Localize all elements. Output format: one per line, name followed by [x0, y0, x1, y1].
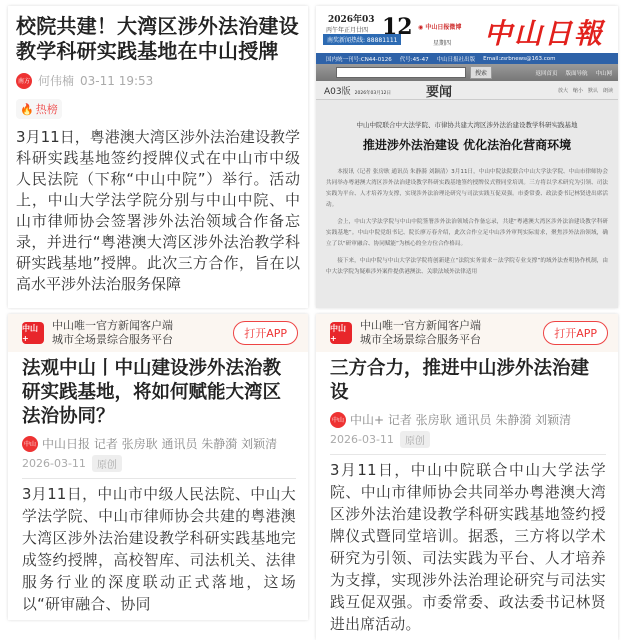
article-source: 中山日报 记者 张房耿 通讯员 朱静漪 刘颖清	[42, 437, 278, 451]
section-title: 要闻	[426, 84, 453, 100]
issue-date: 2026年03	[328, 15, 375, 25]
divider	[22, 478, 296, 479]
article-screenshot-3	[8, 314, 308, 620]
zoom-out-button[interactable]: 缩小	[572, 87, 583, 94]
article-kicker: 中山中院联合中大法学院、市律协共建大湾区涉外法治建设教学科研实践基地	[356, 121, 578, 129]
read-aloud-button[interactable]: 朗读	[602, 87, 613, 94]
app-slogan: 中山唯一官方新闻客户端	[52, 319, 173, 332]
top-row	[0, 0, 626, 308]
default-button[interactable]: 默认	[587, 87, 598, 94]
fire-icon: 🔥	[20, 102, 34, 116]
article-title: 校院共建！大湾区涉外法治建设教学科研实践基地在中山授牌	[16, 14, 299, 63]
page-tabs	[316, 81, 618, 100]
paragraph: 本报讯（记者 张房耿 通讯员 朱静漪 刘颖清）3月11日，中山中院法院联合中山大学法学院、中山市律师协会共同举办粤港澳大湾区涉外法治建设教学科研实践基地签约授牌仪式暨同堂培训。三方将以学术研究为引领、司法实践为平台、人才培养为支撑，实现涉外法治理论研究与司法实践互促双强。市委常委、政法委书记林贤进出席活动。	[326, 169, 608, 208]
app-logo: 中山+	[22, 322, 44, 344]
paragraph: 接下来，中山中院与中山大学法学院将创新建立“法院实务需求－法学院专业支撑”的域外法查明协作机制，由中大法学院为疑难涉外案件提供港澳法、关联法域外法律适用	[326, 258, 608, 275]
author-name[interactable]: 何伟楠	[38, 74, 75, 88]
author-avatar: 南方	[16, 73, 32, 89]
search-button[interactable]: 搜索	[470, 66, 492, 79]
app-slogan: 城市全场景综合服务平台	[360, 333, 481, 346]
divider	[330, 454, 606, 455]
weibo-label: 中山日报微博	[425, 24, 462, 31]
article-title: 三方合力，推进中山涉外法治建设	[330, 358, 590, 403]
search-bar	[316, 64, 618, 81]
article-title: 法观中山丨中山建设涉外法治教研实践基地，将如何赋能大湾区法治协同？	[22, 358, 282, 427]
newspaper-header	[316, 6, 618, 53]
article-body: 3月11日，粤港澳大湾区涉外法治建设教学科研实践基地签约授牌仪式在中山市中级人民法院（下称“中山中院”）举行。活动上，中山大学法学院分别与中山中院、中山市律师协会签署涉外法治领域合作备忘录，并进行“粤港澳大湾区涉外法治教学科研实践基地”授牌。此次三方合作，旨在以高水平涉外法治服务保障	[16, 128, 300, 293]
info-item: 代号:45-47	[399, 56, 429, 63]
original-badge: 原创	[92, 455, 122, 472]
badge-label: 热榜	[35, 103, 58, 116]
open-app-button[interactable]: 打开APP	[543, 321, 608, 345]
info-item: 中山日报社出版	[436, 56, 476, 63]
app-slogan: 中山唯一官方新闻客户端	[360, 319, 481, 332]
lunar-date: 丙午年正月廿四	[326, 27, 369, 34]
publish-date: 2026-03-11	[330, 433, 394, 446]
home-link[interactable]: 返回首页	[535, 70, 558, 77]
info-item: Email:zsrbnews@163.com	[483, 55, 556, 62]
app-slogan: 城市全场景综合服务平台	[52, 333, 173, 346]
masthead-logo: 中山日報	[484, 17, 605, 50]
app-logo: 中山+	[330, 322, 352, 344]
article-source: 中山+ 记者 张房耿 通讯员 朱静漪 刘颖清	[350, 413, 572, 427]
page-number: A03版	[324, 86, 351, 97]
article-screenshot-1	[8, 6, 308, 308]
newspaper-page-screenshot	[316, 6, 618, 308]
original-badge: 原创	[400, 431, 430, 448]
info-item: 国内统一刊号:CN44-0126	[326, 56, 392, 63]
search-input[interactable]	[336, 67, 466, 78]
weibo-icon: ◉	[418, 24, 426, 31]
info-bar	[316, 53, 618, 64]
page-nav-link[interactable]: 版面导航	[565, 70, 588, 77]
publish-time: 03-11 19:53	[80, 73, 154, 88]
weibo-link[interactable]	[418, 22, 461, 31]
issue-day: 12	[382, 14, 413, 40]
app-banner	[8, 314, 308, 352]
paragraph: 会上，中山大学法学院与中山中院签署涉外法治领域合作备忘录，共建“粤港澳大湾区涉外法治建设教学科研实践基地”。中山中院党组书记、院长廖万春介绍，此次合作立足中山涉外审判实际需求，聚焦涉外法治领域，确立了以“研审融合、协同赋能”为核心的全方位合作格局。	[326, 219, 608, 247]
article-headline: 推进涉外法治建设 优化法治化营商环境	[362, 138, 572, 152]
weekday: 星期四	[433, 40, 452, 47]
source-avatar: 中山	[330, 412, 346, 428]
page-date: 2026年03月12日	[354, 90, 392, 96]
article-body: 3月11日，中山市中级人民法院、中山大学法学院、中山市律师协会共建的粤港澳大湾区涉外法治建设教学科研实践基地完成签约授牌，高校智库、司法机关、法律服务行业的深度联动正式落地，这场以“研审融合、协同	[22, 486, 296, 613]
hotline: 南奖新闻热线: 88881111	[323, 34, 401, 45]
article-body	[316, 167, 618, 290]
app-banner	[316, 314, 618, 352]
source-avatar: 中山	[22, 436, 38, 452]
zoom-in-button[interactable]: 放大	[557, 87, 568, 94]
bottom-row	[0, 308, 626, 640]
article-body: 3月11日，中山中院联合中山大学法学院、中山市律师协会共同举办粤港澳大湾区涉外法治建设教学科研实践基地签约授牌仪式暨同堂培训。据悉，三方将以学术研究为引领、司法实践为平台、人才培养为支撑，实现涉外法治理论研究与司法实践互促双强。市委常委、政法委书记林贤进出席活动。	[330, 462, 606, 633]
article-meta	[8, 72, 308, 89]
publish-date: 2026-03-11	[22, 457, 86, 470]
open-app-button[interactable]: 打开APP	[233, 321, 298, 345]
article-screenshot-4	[316, 314, 618, 640]
zsnews-link[interactable]: 中山网	[595, 70, 612, 77]
hot-list-badge[interactable]	[16, 99, 62, 119]
